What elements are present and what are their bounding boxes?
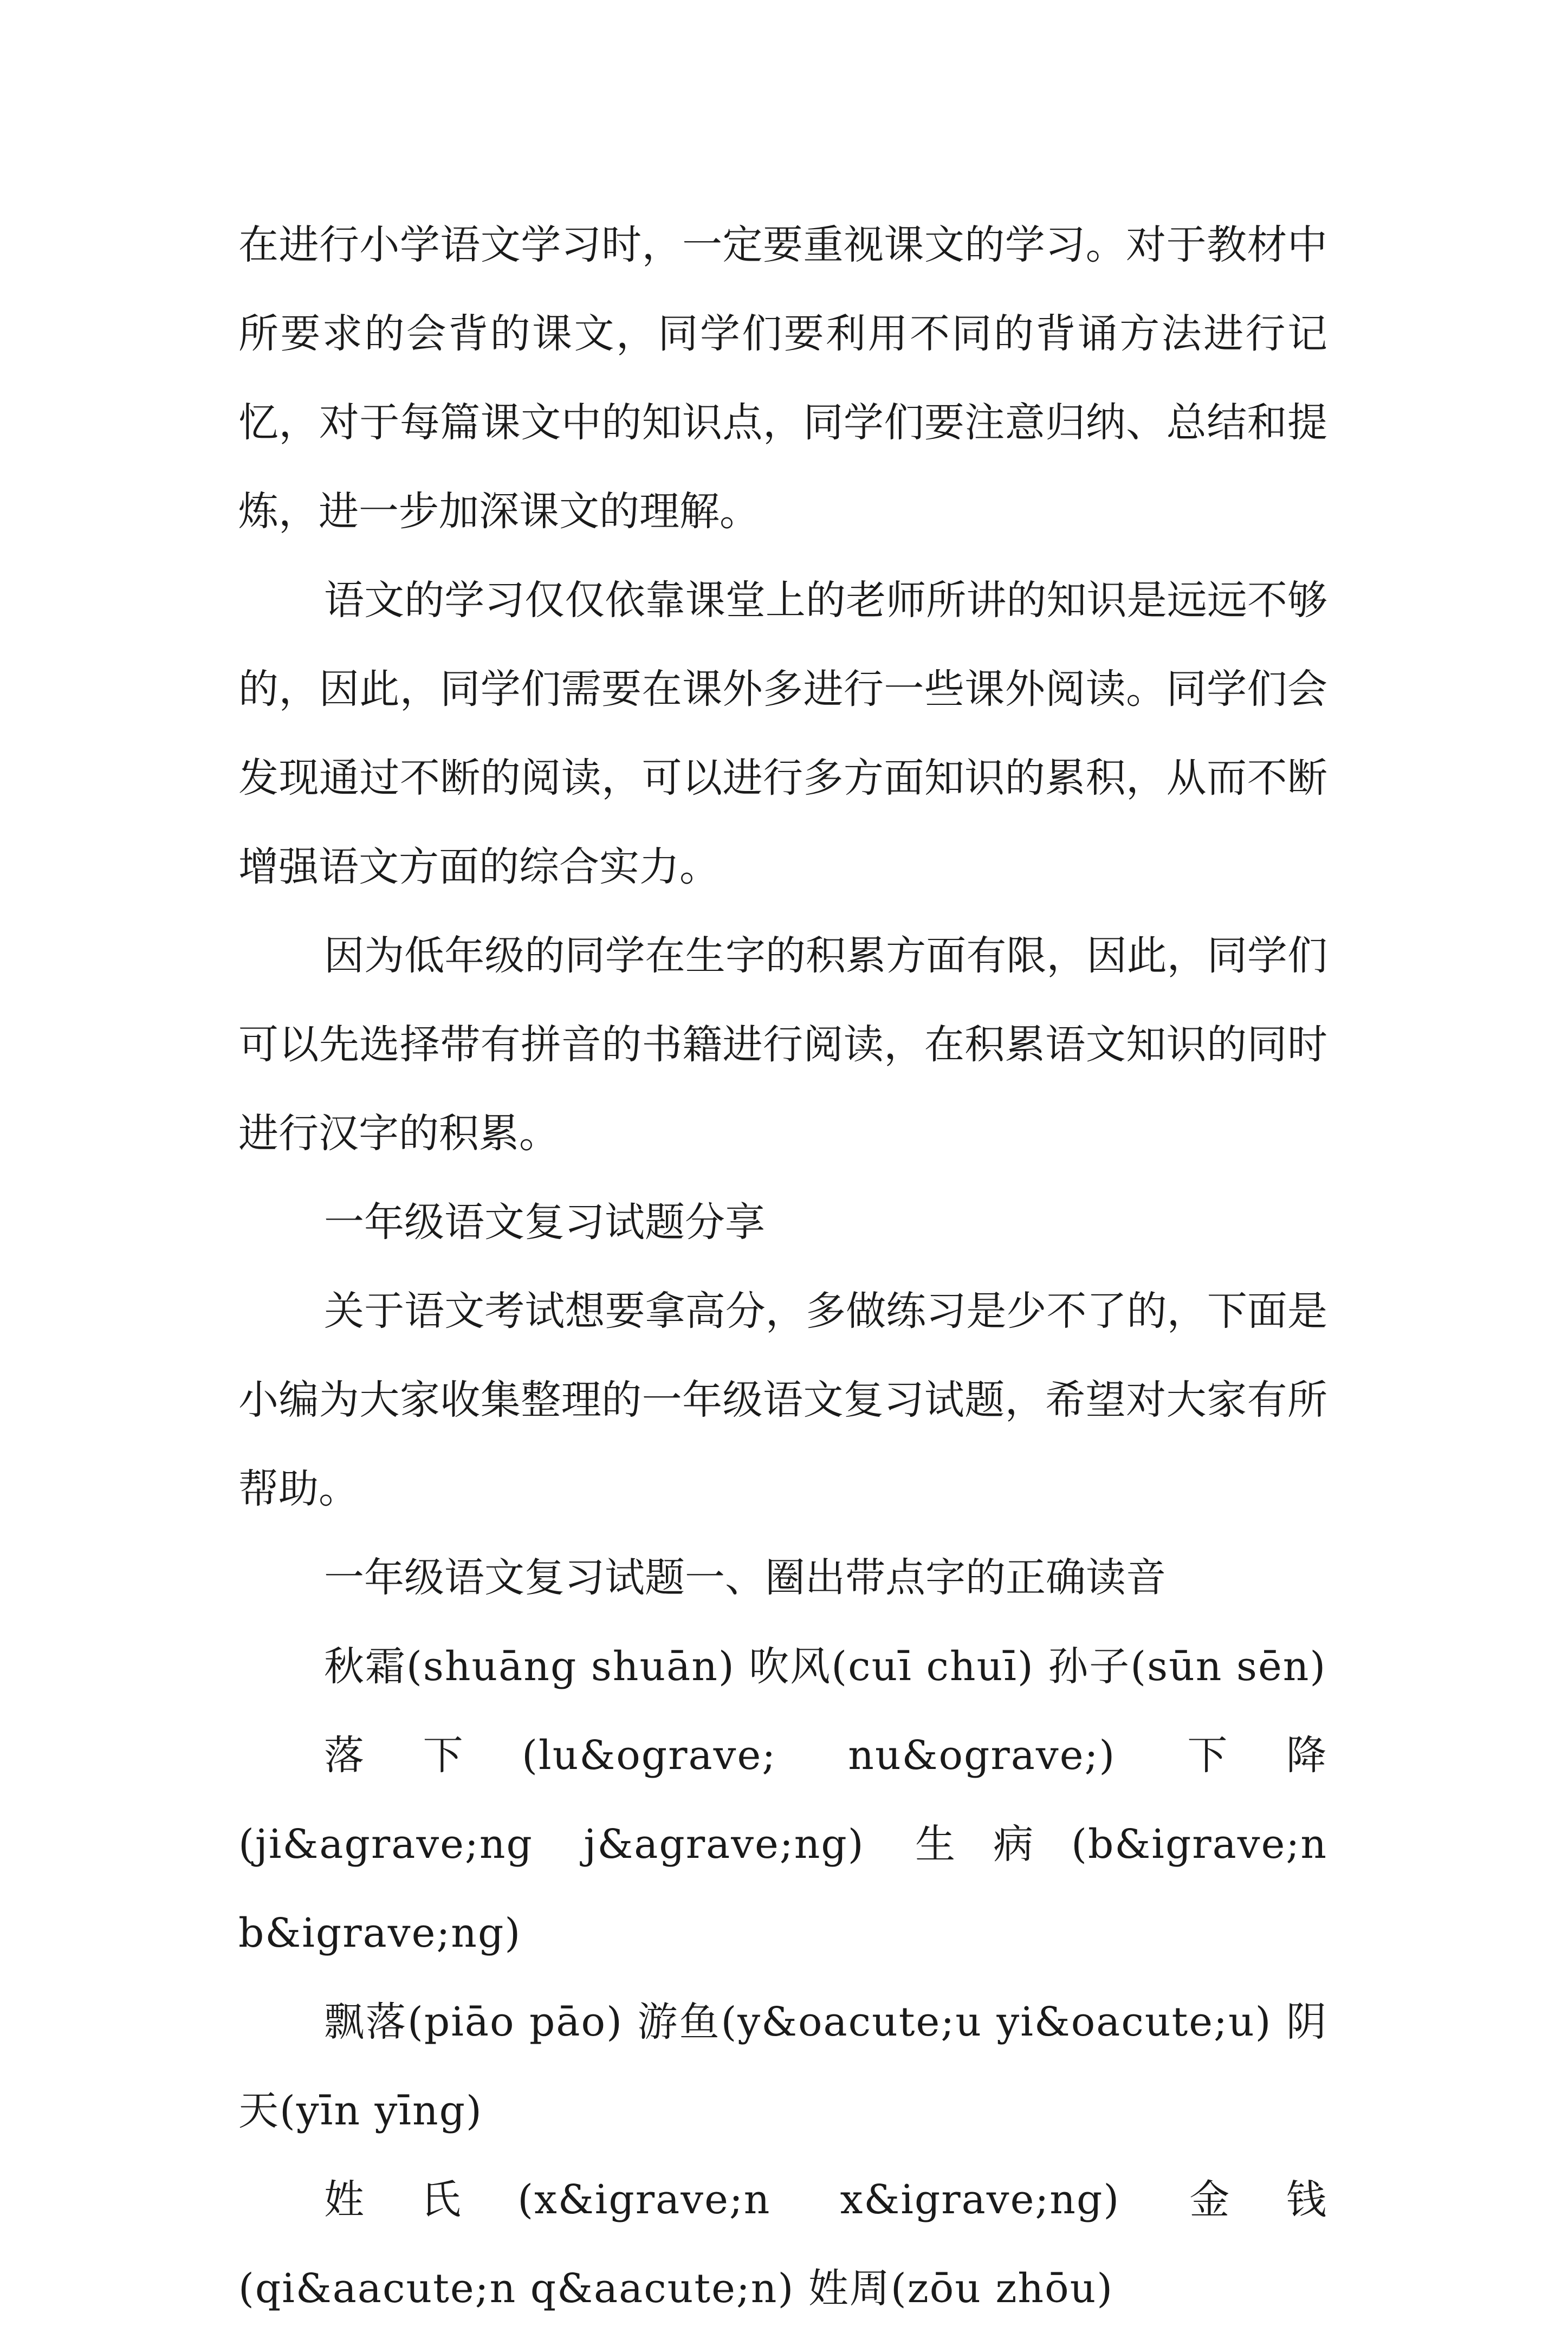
pinyin-item-line-2: 落下(lu&ograve; nu&ograve;) 下降(ji&agrave;ng j&agrave;ng) 生病(b&igrave;n b&igrave;ng) bbox=[238, 1732, 1327, 1956]
question-heading-1: 一年级语文复习试题一、圈出带点字的正确读音 bbox=[324, 1554, 1166, 1601]
section-heading-review-questions: 一年级语文复习试题分享 bbox=[324, 1199, 765, 1246]
paragraph-extracurricular-reading: 语文的学习仅仅依靠课堂上的老师所讲的知识是远远不够的，因此，同学们需要在课外多进行一些课外阅读。同学们会发现通过不断的阅读，可以进行多方面知识的累积，从而不断增强语文方面的综合实力。 bbox=[238, 577, 1327, 890]
document-body bbox=[238, 200, 1327, 2333]
paragraph-pinyin-books: 因为低年级的同学在生字的积累方面有限，因此，同学们可以先选择带有拼音的书籍进行阅读，在积累语文知识的同时进行汉字的积累。 bbox=[238, 932, 1327, 1157]
pinyin-item-line-1: 秋霜(shuāng shuān) 吹风(cuī chuī) 孙子(sūn sēn) bbox=[324, 1643, 1327, 1690]
paragraph-intro-practice: 关于语文考试想要拿高分，多做练习是少不了的，下面是小编为大家收集整理的一年级语文复习试题，希望对大家有所帮助。 bbox=[238, 1288, 1327, 1512]
pinyin-item-line-4: 姓氏(x&igrave;n x&igrave;ng) 金钱(qi&aacute;n q&aacute;n) 姓周(zōu zhōu) bbox=[238, 2176, 1327, 2312]
paragraph-study-texts: 在进行小学语文学习时，一定要重视课文的学习。对于教材中所要求的会背的课文，同学们要利用不同的背诵方法进行记忆，对于每篇课文中的知识点，同学们要注意归纳、总结和提炼，进一步加深课文的理解。 bbox=[238, 222, 1327, 535]
pinyin-item-line-3: 飘落(piāo pāo) 游鱼(y&oacute;u yi&oacute;u) 阴天(yīn yīng) bbox=[238, 1999, 1327, 2134]
